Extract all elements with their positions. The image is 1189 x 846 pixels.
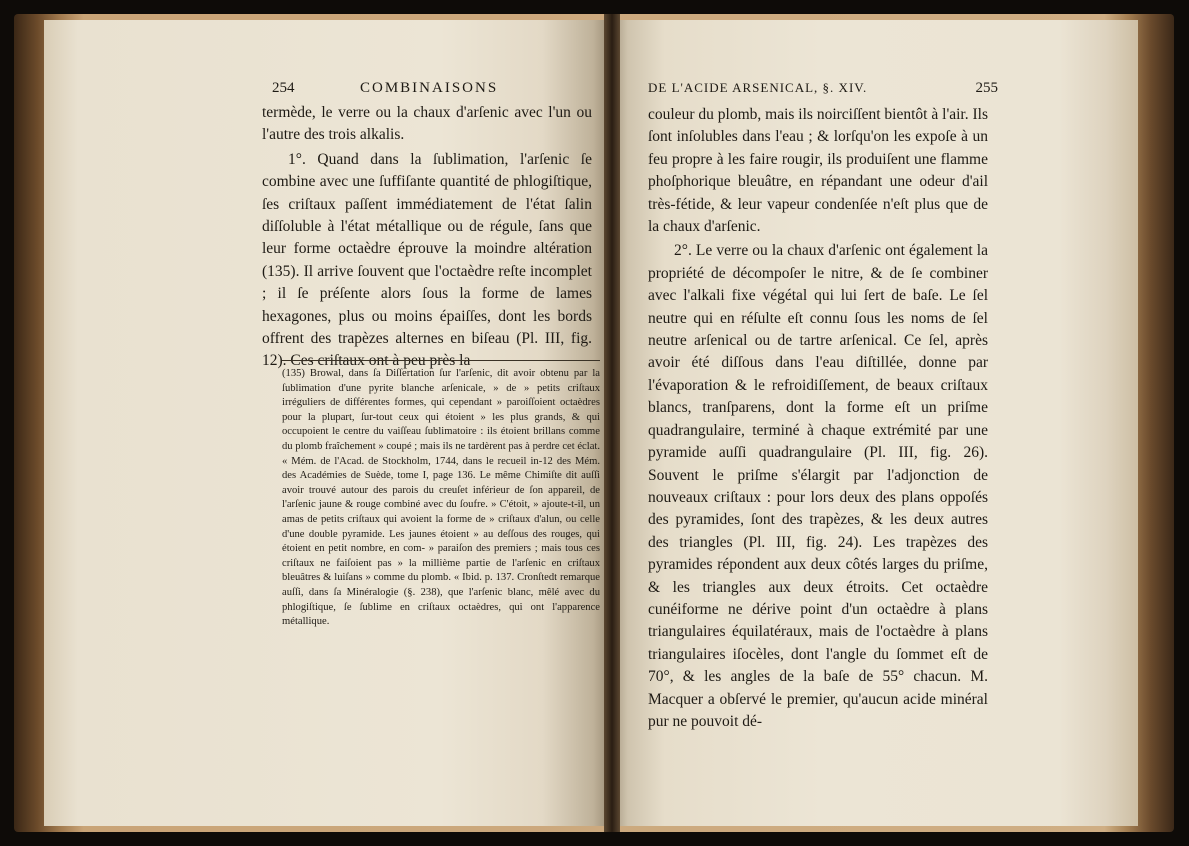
right-paragraph: couleur du plomb, mais ils noirciſſent bientôt à l'air. Ils ſont inſolubles dans l'eau ; & lorſqu'on les expoſe à un feu propre à les faire rougir, ils produiſent une flamme phoſphorique bleuâtre, en répandant une odeur d'ail très-fétide, & leur vapeur condenſée n'eſt plus que de la chaux d'arſenic.	[648, 106, 988, 236]
left-paragraph: termède, le verre ou la chaux d'arſenic avec l'un ou l'autre des trois alkalis.	[262, 104, 592, 144]
right-paragraph: 2°. Le verre ou la chaux d'arſenic ont également la propriété de décompoſer le nitre, & de ſe combiner avec l'alkali fixe végétal qui lui ſert de baſe. Le ſel neutre qui en réſulte eſt connu ſous les noms de ſel neutre arſenical ou de tartre arſenical. Ce ſel, après avoir été diſſous dans l'eau diſtillée, donne par l'évaporation & le refroidiſſement, de beaux criſtaux blancs, tranſparens, dont la forme eſt un priſme quadrangulaire, terminé à chaque extrémité par une pyramide auſſi quadrangulaire (Pl. III, fig. 26). Souvent le priſme s'élargit par l'adjonction de nouveaux criſtaux : pour lors deux des plans oppoſés des pyramides, ſont des trapèzes, & les deux autres des triangles (Pl. III, fig. 24). Les trapèzes des pyramides répondent aux deux côtés larges du priſme, & les triangles aux deux étroits. Cet octaèdre cunéiforme ne dérive point d'un octaèdre à plans triangulaires équilatéraux, mais de l'octaèdre à plans triangulaires iſocèles, dont l'angle du ſommet eſt de 70°, & les angles de la baſe de 55° chacun. M. Macquer a obſervé le premier, qu'aucun acide minéral pur ne pouvoit dé-	[648, 242, 988, 730]
right-page	[612, 20, 1138, 826]
book-gutter	[604, 14, 620, 832]
right-page-number: 255	[975, 80, 998, 96]
left-body-text	[262, 102, 592, 373]
open-book	[14, 14, 1174, 832]
right-running-title: DE L'ACIDE ARSENICAL, §. XIV.	[648, 80, 868, 95]
right-body-text	[648, 104, 988, 733]
left-paragraph: 1°. Quand dans la ſublimation, l'arſenic ſe combine avec une ſuffiſante quantité de phlogiſtique, ſes criſtaux paſſent immédiatement de l'état ſalin diſſoluble à l'état métallique ou de régule, ſans que leur forme octaèdre éprouve la moindre altération (135). Il arrive ſouvent que l'octaèdre reſte incomplet ; il ſe préſente alors ſous la forme de lames hexagones, plus ou moins épaiſſes, dont les bords offrent des trapèzes alternes en biſeau (Pl. III, fig. 12). Ces criſtaux ont à peu près la	[262, 150, 592, 370]
left-footnote: (135) Browal, dans ſa Diſſertation ſur l'arſenic, dit avoir obtenu par la ſublimation d'une pyrite blanche arſenicale, » de » petits criſtaux irréguliers de différentes formes, qui cependant » paroiſſoient octaèdres pour la plupart, ſur-tout ceux qui étoient » les plus grands, & qui occupoient le centre du vaiſſeau ſublimatoire : ils étoient brillans comme du plomb fraîchement » coupé ; mais ils ne tardèrent pas à perdre cet éclat. « Mém. de l'Acad. de Stockholm, 1744, dans le recueil in-12 des Mém. des Académies de Suède, tome I, page 136. Le même Chimiſte dit auſſi avoir trouvé autour des parois du creuſet inférieur de ſon appareil, de l'arſenic jaune & rouge combiné avec du ſoufre. » C'étoit, » ajoute-t-il, un amas de petits criſtaux qui avoient la forme de » criſtaux d'alun, ou celle d'une double pyramide. Les jaunes étoient » au deſſous des rouges, qui étoient en petit nombre, en com- » paraiſon des premiers ; mais tous ces criſtaux ne faiſoient pas » la millième partie de l'arſenic en criſtaux bleuâtres & luiſans » comme du plomb. « Ibid. p. 137. Cronſtedt remarque auſſi, dans ſa Minéralogie (§. 238), que l'arſenic blanc, mêlé avec du phlogiſtique, ſe ſublime en criſtaux octaèdres, qui ont l'apparence métallique.	[282, 368, 600, 628]
footnote-rule	[282, 360, 600, 361]
left-page	[44, 20, 610, 826]
left-page-number: 254	[272, 80, 295, 96]
left-running-title: COMBINAISONS	[360, 80, 499, 96]
